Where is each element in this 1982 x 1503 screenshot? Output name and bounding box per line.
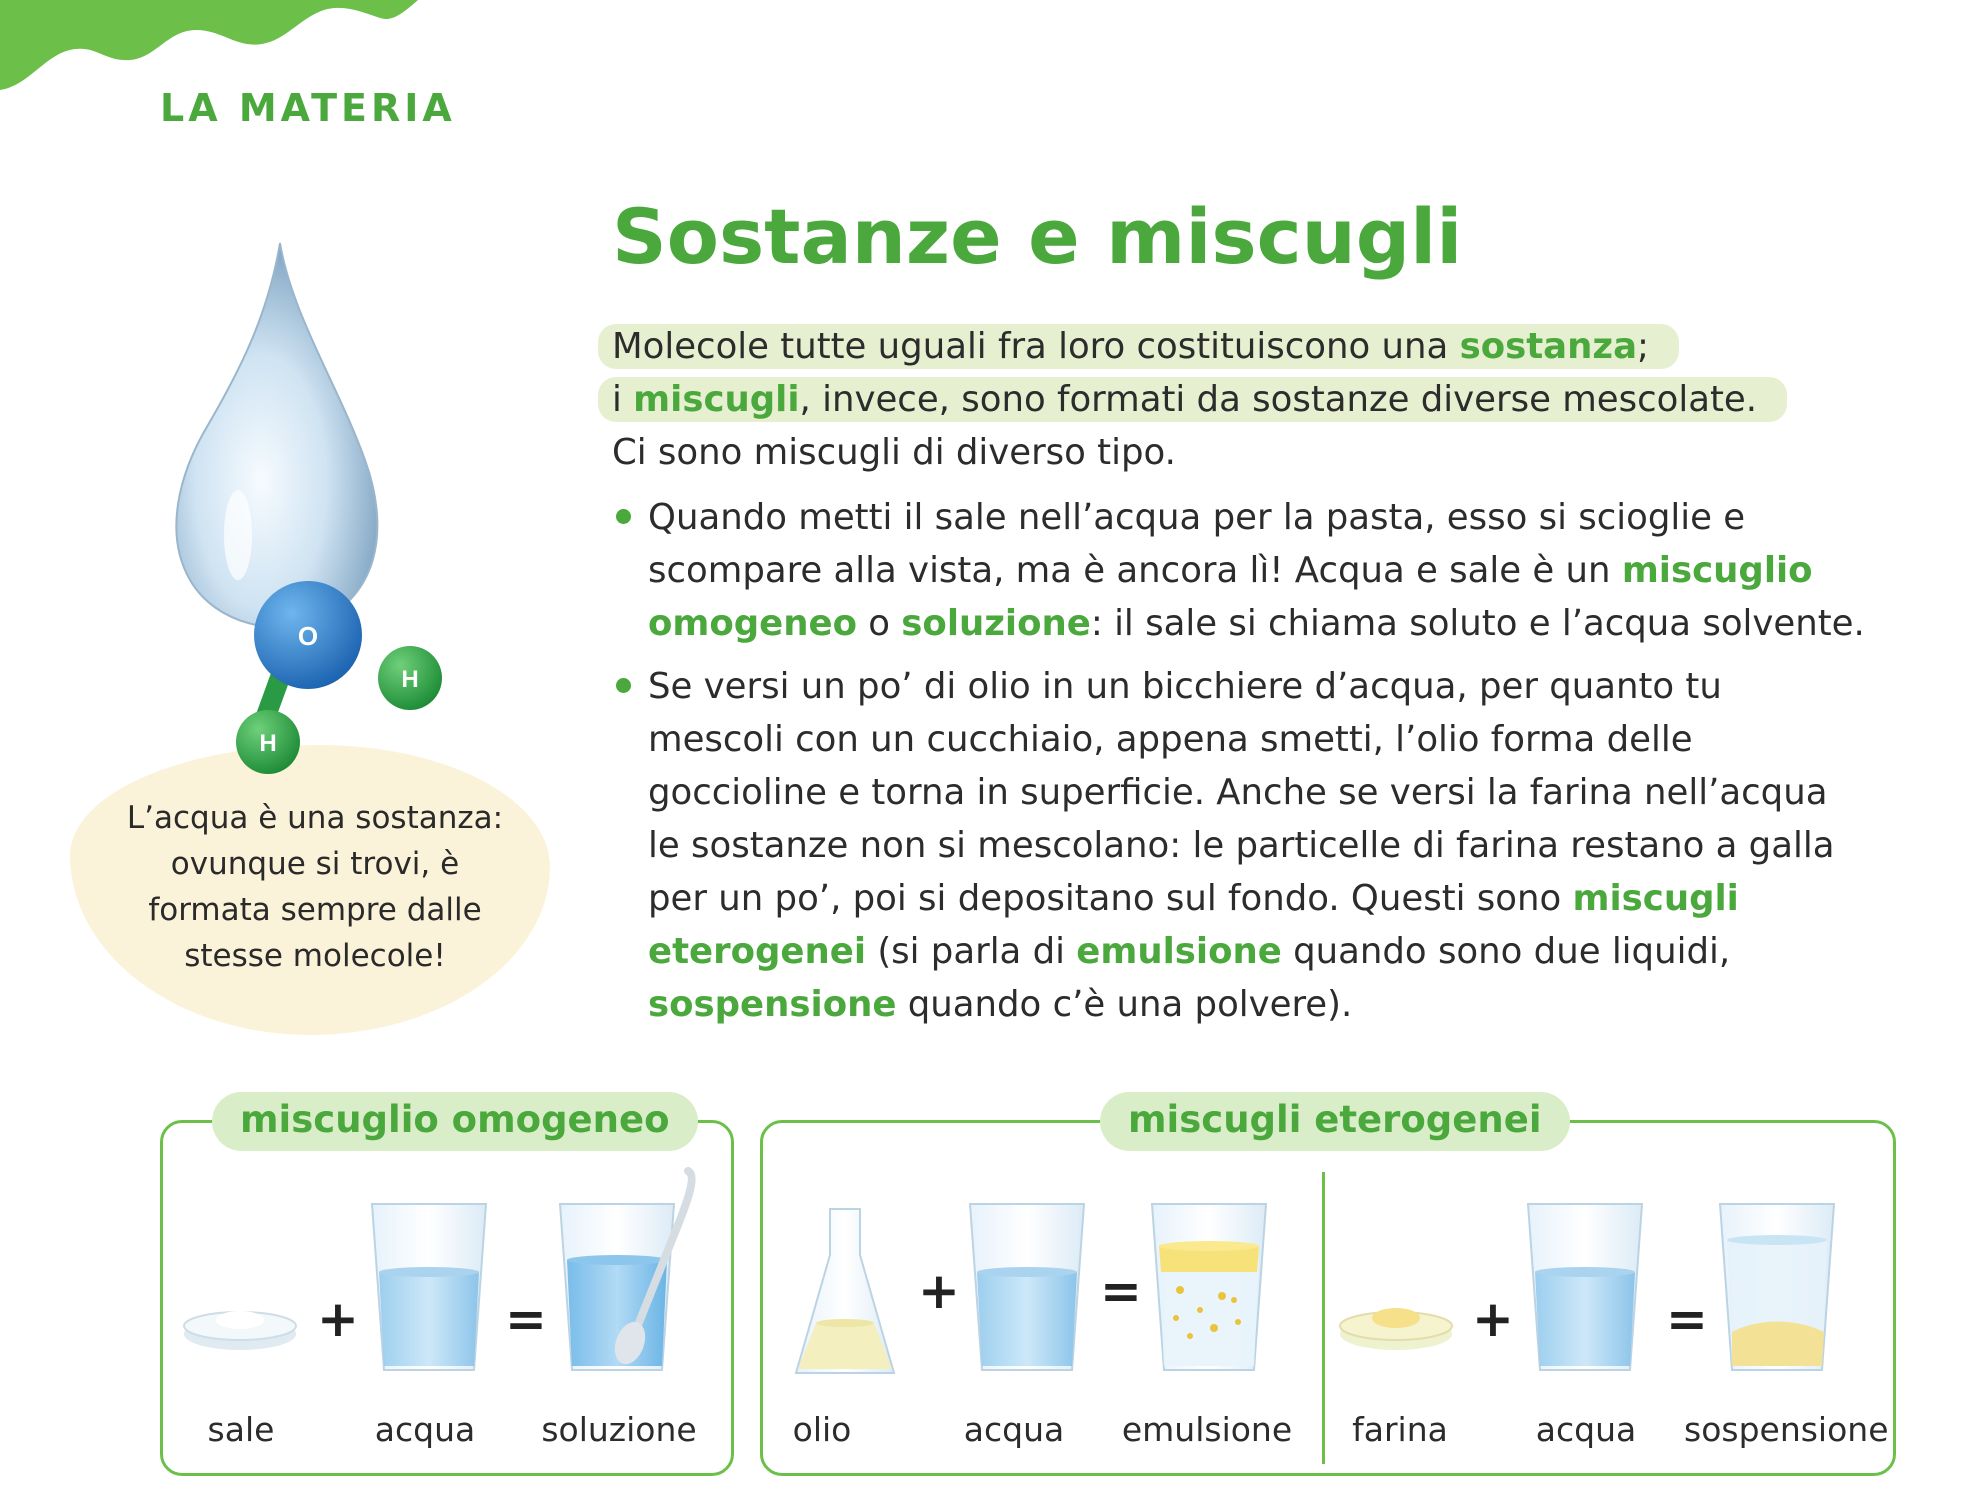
bubble-line: formata sempre dalle bbox=[148, 892, 482, 928]
keyword-sospensione: sospensione bbox=[648, 984, 897, 1025]
intro-line-3: Ci sono miscugli di diverso tipo. bbox=[612, 432, 1176, 473]
atom-label-o: O bbox=[297, 621, 319, 651]
equals-sign: = bbox=[505, 1290, 547, 1348]
intro-paragraph bbox=[612, 320, 1872, 479]
glass-emulsion-icon bbox=[1150, 1200, 1270, 1375]
glass-water-icon bbox=[1526, 1200, 1646, 1375]
glass-water-icon bbox=[370, 1200, 490, 1375]
keyword-miscuglio-omogeneo: miscuglio omogeneo bbox=[648, 550, 1813, 644]
keyword-sostanza: sostanza bbox=[1459, 326, 1638, 367]
intro-text: Molecole tutte uguali fra loro costituiscono una bbox=[612, 326, 1460, 367]
panel-title-eterogenei: miscugli eterogenei bbox=[1100, 1092, 1570, 1151]
bubble-line: stesse molecole! bbox=[184, 938, 446, 974]
info-bubble-text bbox=[110, 795, 520, 979]
atom-label-h: H bbox=[401, 666, 419, 693]
glass-solution-spoon-icon bbox=[558, 1165, 698, 1380]
intro-text: i bbox=[612, 379, 634, 420]
panel-title-omogeneo: miscuglio omogeneo bbox=[212, 1092, 698, 1151]
keyword-emulsione: emulsione bbox=[1076, 931, 1282, 972]
flour-pile-icon bbox=[1338, 1300, 1458, 1360]
bullet-text: Se versi un po’ di olio in un bicchiere d’acqua, per quanto tu mescoli con un cucchiaio, appena smetti, l’olio forma delle goccioline e torna in superficie. Anche se versi la farina nell’acqua le sostanze non si mescolano: le particelle di farina restano a galla per un po’, poi si depositano sul fondo. Questi sono bbox=[648, 666, 1835, 919]
caption-olio: olio bbox=[792, 1410, 852, 1449]
equals-sign: = bbox=[1100, 1262, 1142, 1320]
caption-sospensione: sospensione bbox=[1684, 1410, 1889, 1449]
bullet-dot bbox=[616, 509, 631, 524]
water-drop-molecule-illustration bbox=[160, 235, 460, 775]
caption-farina: farina bbox=[1352, 1410, 1448, 1449]
bullet-text: quando c’è una polvere). bbox=[896, 984, 1353, 1025]
bullet-dot bbox=[616, 678, 631, 693]
plus-sign: + bbox=[317, 1290, 359, 1348]
plus-sign: + bbox=[918, 1262, 960, 1320]
oil-flask-icon bbox=[790, 1205, 900, 1380]
plus-sign: + bbox=[1472, 1290, 1514, 1348]
keyword-miscugli-eterogenei: miscugli eterogenei bbox=[648, 878, 1739, 972]
caption-sale: sale bbox=[207, 1410, 275, 1449]
header-wave-decoration bbox=[0, 0, 430, 100]
salt-pile-icon bbox=[182, 1300, 302, 1360]
intro-line-2 bbox=[612, 373, 1872, 426]
equals-sign: = bbox=[1666, 1290, 1708, 1348]
bubble-line: L’acqua è una sostanza: bbox=[126, 800, 504, 836]
intro-text: ; bbox=[1637, 326, 1649, 367]
glass-water-icon bbox=[968, 1200, 1088, 1375]
bullet-text: o bbox=[857, 603, 902, 644]
page-title: Sostanze e miscugli bbox=[612, 192, 1463, 281]
caption-emulsione: emulsione bbox=[1121, 1410, 1293, 1449]
bullet-omogeneo bbox=[612, 491, 1868, 650]
caption-acqua: acqua bbox=[374, 1410, 476, 1449]
highlight-band bbox=[598, 377, 1787, 422]
caption-acqua: acqua bbox=[1535, 1410, 1637, 1449]
bullet-text: (si parla di bbox=[866, 931, 1077, 972]
keyword-soluzione: soluzione bbox=[901, 603, 1091, 644]
atom-label-h: H bbox=[259, 730, 277, 757]
bullet-text: Quando metti il sale nell’acqua per la pasta, esso si scioglie e scompare alla vista, ma è ancora lì! Acqua e sale è un bbox=[648, 497, 1746, 591]
intro-line-1 bbox=[612, 320, 1872, 373]
bullet-eterogenei bbox=[612, 660, 1868, 1031]
glass-suspension-icon bbox=[1718, 1200, 1838, 1375]
bubble-line: ovunque si trovi, è bbox=[170, 846, 460, 882]
caption-soluzione: soluzione bbox=[541, 1410, 697, 1449]
highlight-band bbox=[598, 324, 1679, 369]
caption-acqua: acqua bbox=[963, 1410, 1065, 1449]
water-drop-icon bbox=[176, 243, 377, 627]
section-label: LA MATERIA bbox=[160, 86, 456, 130]
keyword-miscugli: miscugli bbox=[633, 379, 800, 420]
bullet-text: : il sale si chiama soluto e l’acqua solvente. bbox=[1090, 603, 1865, 644]
intro-text: , invece, sono formati da sostanze diverse mescolate. bbox=[799, 379, 1758, 420]
bullet-text: quando sono due liquidi, bbox=[1281, 931, 1731, 972]
